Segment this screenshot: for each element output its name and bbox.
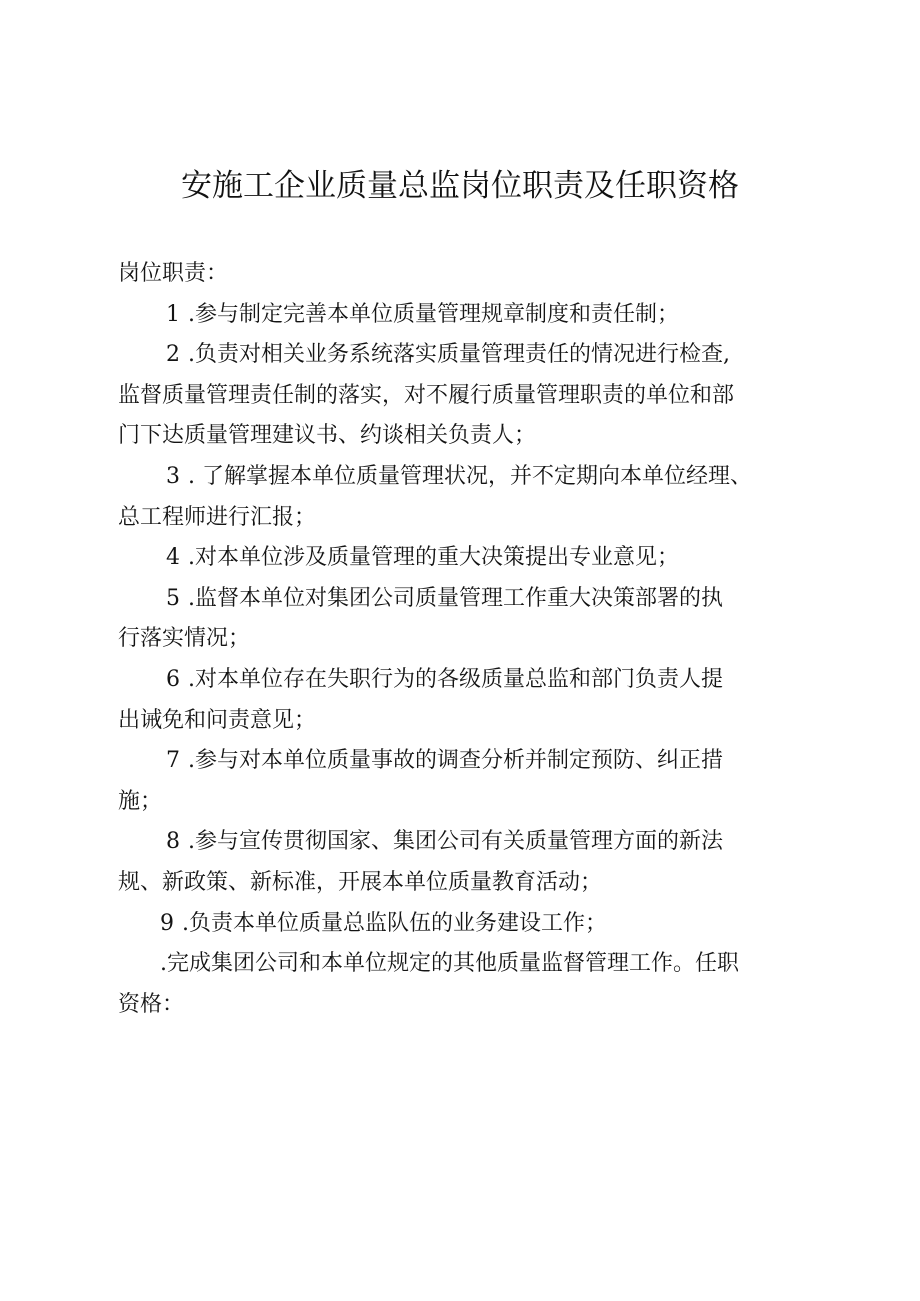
item-number: 7 <box>166 748 180 774</box>
list-item-4 <box>118 538 818 579</box>
list-item-5-continuation: 行落实情况； <box>118 626 251 652</box>
item-text: .负责对相关业务系统落实质量管理责任的情况进行检查, <box>188 342 730 368</box>
list-item-3-continuation: 总工程师进行汇报； <box>118 504 317 530</box>
item-number: 1 <box>166 301 180 327</box>
document-body <box>118 254 818 1025</box>
list-item-2-continuation: 监督质量管理责任制的落实，对不履行质量管理职责的单位和部 <box>118 382 735 408</box>
list-item-1 <box>118 295 818 336</box>
list-item-3 <box>118 457 818 498</box>
item-number: 9 <box>160 910 174 936</box>
list-item-6 <box>118 660 818 701</box>
list-item-10: .完成集团公司和本单位规定的其他质量监督管理工作。任职 <box>160 951 739 977</box>
list-item-8-continuation: 规、新政策、新标准，开展本单位质量教育活动； <box>118 869 603 895</box>
list-item-6-continuation: 出诫免和问责意见； <box>118 707 317 733</box>
document-title: 安施工企业质量总监岗位职责及任职资格 <box>181 168 739 204</box>
list-item-10-continuation: 资格： <box>118 991 185 1017</box>
item-number: 5 <box>166 585 180 611</box>
list-item-8 <box>118 822 818 863</box>
item-number: 2 <box>166 342 180 368</box>
list-item-2-continuation: 门下达质量管理建议书、约谈相关负责人； <box>118 423 537 449</box>
item-text: .负责本单位质量总监队伍的业务建设工作； <box>182 910 607 936</box>
list-item-7 <box>118 741 818 782</box>
item-text: .监督本单位对集团公司质量管理工作重大决策部署的执 <box>188 585 723 611</box>
item-number: 3 <box>166 463 180 489</box>
section-heading: 岗位职责： <box>118 261 229 286</box>
item-text: .参与对本单位质量事故的调查分析并制定预防、纠正措 <box>188 748 723 774</box>
list-item-2 <box>118 335 818 376</box>
list-item-9 <box>118 904 818 945</box>
item-text: . 了解掌握本单位质量管理状况，并不定期向本单位经理、 <box>188 463 752 489</box>
item-text: .参与制定完善本单位质量管理规章制度和责任制； <box>188 301 679 327</box>
list-item-7-continuation: 施； <box>118 788 163 814</box>
item-text: .参与宣传贯彻国家、集团公司有关质量管理方面的新法 <box>188 829 723 855</box>
list-item-5 <box>118 579 818 620</box>
item-text: .对本单位涉及质量管理的重大决策提出专业意见； <box>188 545 679 571</box>
item-number: 6 <box>166 666 180 692</box>
item-text: .对本单位存在失职行为的各级质量总监和部门负责人提 <box>188 666 723 692</box>
item-number: 8 <box>166 829 180 855</box>
item-number: 4 <box>166 545 180 571</box>
